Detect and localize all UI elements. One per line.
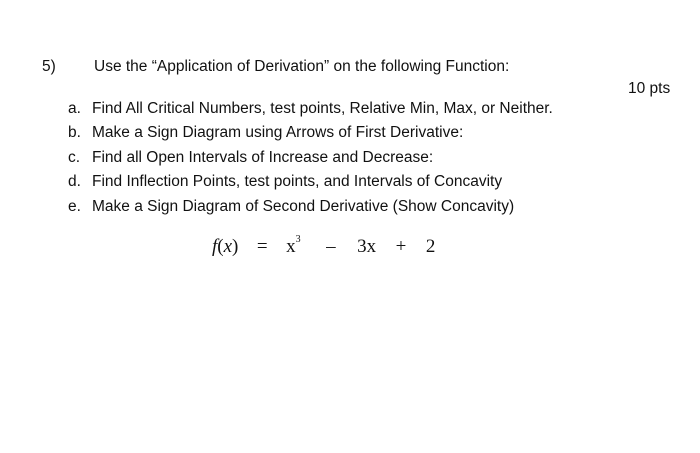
task-item-d xyxy=(68,170,553,194)
task-letter: d. xyxy=(68,173,81,191)
task-list xyxy=(68,97,553,219)
task-text: Find Inflection Points, test points, and Intervals of Concavity xyxy=(92,173,503,191)
formula-plus: + xyxy=(395,236,407,257)
formula-close-paren: ) xyxy=(232,236,239,257)
task-letter: e. xyxy=(68,197,81,215)
question-number: 5) xyxy=(42,58,56,75)
points-value: 10 pts xyxy=(628,80,671,97)
task-item-a xyxy=(68,97,553,121)
task-letter: a. xyxy=(68,100,81,117)
task-item-e xyxy=(68,195,553,219)
formula-term-x-exponent: 3 xyxy=(295,233,301,245)
formula-constant: 2 xyxy=(425,236,436,257)
task-item-b xyxy=(68,121,553,145)
task-text: Make a Sign Diagram of Second Derivative (Show Concavity) xyxy=(92,197,515,215)
task-letter: c. xyxy=(68,148,81,166)
formula-variable: x xyxy=(223,236,233,257)
formula-function-name: f xyxy=(212,236,218,257)
question-instruction: Use the “Application of Derivation” on the following Function: xyxy=(94,58,510,75)
formula-equals: = xyxy=(256,236,268,257)
task-text: Make a Sign Diagram using Arrows of First Derivative: xyxy=(92,124,464,142)
task-text: Find All Critical Numbers, test points, Relative Min, Max, or Neither. xyxy=(92,100,553,117)
task-letter: b. xyxy=(68,124,81,142)
formula-open-paren: ( xyxy=(217,236,224,257)
task-text: Find all Open Intervals of Increase and Decrease: xyxy=(92,148,434,166)
formula-term-3x: 3x xyxy=(357,236,377,257)
formula-term-x-base: x xyxy=(286,236,296,257)
task-item-c xyxy=(68,146,553,170)
formula-minus: – xyxy=(326,236,336,257)
function-formula xyxy=(212,233,435,261)
